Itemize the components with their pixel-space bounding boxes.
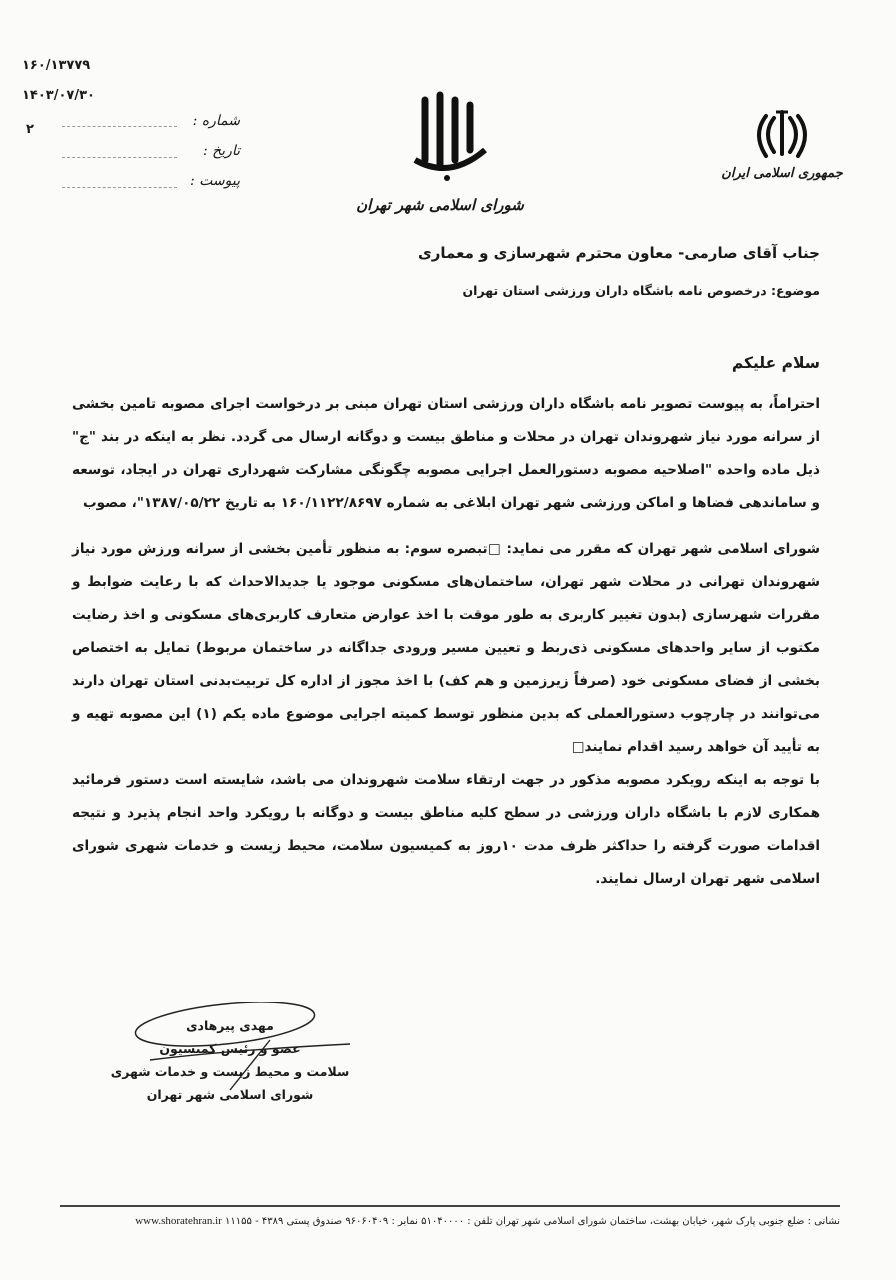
attachment-label: پیوست :	[190, 173, 240, 189]
body-paragraph	[72, 388, 820, 520]
body-line: با توجه به اینکه رویکرد مصوبه مذکور در جهت ارتقاء سلامت شهروندان می باشد، شایسته است دستور فرمائید	[72, 772, 820, 788]
letter-body	[72, 388, 820, 1106]
signatory-title: عضو و رئیس کمیسیون	[159, 1041, 301, 1056]
body-line: بخشی از فضای مسکونی خود (صرفاً زیرزمین و هم کف) با اخذ مجوز از اداره کل تربیت‌بدنی استان تهران دارند	[72, 673, 820, 689]
date-dotted-line	[62, 157, 177, 158]
body-line: مکتوب از سایر واحدهای مسکونی ذی‌ربط و تعیین مسیر ورودی جداگانه در ساختمان مربوط) تمایل به اختصاص	[72, 640, 820, 656]
signatory-title: سلامت و محیط زیست و خدمات شهری	[110, 1064, 350, 1079]
footer-contact	[60, 1214, 840, 1229]
body-line: ماده واحده "اصلاحیه مصوبه دستورالعمل اجرایی مصوبه چگونگی مشارکت شهرداری تهران در ایجاد، توسعه و	[72, 462, 820, 511]
letter-date-handwritten: ۱۴۰۳/۰۷/۳۰	[22, 88, 95, 103]
body-line: تأیید آن خواهد رسید اقدام نمایند□	[571, 739, 802, 755]
body-line: می‌توانند در چارچوب دستورالعملی که بدین منظور توسط کمیته اجرایی موضوع ماده یکم (۱) این مصوبه تهیه و به	[72, 706, 820, 755]
number-label: شماره :	[192, 113, 240, 129]
letter-number-handwritten: ۱۶۰/۱۳۷۷۹	[22, 58, 91, 73]
footer-website: www.shoratehran.ir	[135, 1215, 222, 1227]
subject-line: موضوع: درخصوص نامه باشگاه داران ورزشی استان تهران	[462, 283, 820, 298]
recipient-line: جناب آقای صارمی- معاون محترم شهرسازی و معماری	[418, 244, 820, 262]
iran-emblem-icon	[752, 108, 812, 160]
body-line: شورای اسلامی شهر تهران که مقرر می نماید: □تبصره سوم: به منظور تأمین بخشی از سرانه ورزش مورد نیاز	[72, 541, 820, 557]
council-logo-caption: شورای اسلامی شهر تهران	[356, 196, 524, 214]
number-dotted-line	[62, 126, 177, 127]
body-line: شهروندان تهرانی در محلات شهر تهران، ساختمان‌های مسکونی موجود یا جدیدالاحداث که با رعایت ضوابط و	[72, 574, 820, 590]
republic-emblem-caption: جمهوری اسلامی ایران	[721, 166, 843, 181]
date-label: تاریخ :	[202, 143, 240, 159]
signatory-title: شورای اسلامی شهر تهران	[146, 1087, 314, 1102]
footer-address: نشانی : ضلع جنوبی پارک شهر، خیابان بهشت، ساختمان شورای اسلامی شهر تهران تلفن : ۵۱۰۴۰۰۰۰ نمابر : ۹۶۰۶۰۴۰۹ صندوق پستی ۴۳۸۹ - ۱۱۱۵۵	[225, 1216, 840, 1227]
body-paragraph	[72, 764, 820, 896]
signatory-name: مهدی پیرهادی	[186, 1018, 274, 1033]
signature-block	[110, 1014, 350, 1106]
city-council-logo-icon	[395, 90, 505, 185]
greeting: سلام علیکم	[731, 354, 820, 372]
attachment-dotted-line	[62, 187, 177, 188]
letter-attachment-handwritten: ۲	[26, 122, 34, 137]
body-line: اسلامی شهر تهران ارسال نمایند.	[595, 871, 820, 887]
body-line: ساماندهی فضاها و اماکن ورزشی شهر تهران ابلاغی به شماره ۱۶۰/۱۱۲۲/۸۶۹۷ به تاریخ ۱۳۸۷/۰۵/۲۲"، مصوب	[82, 495, 807, 511]
body-line: سرانه مورد نیاز شهروندان تهران در محلات و مناطق بیست و دوگانه ارسال می گردد. نظر به اینکه در بند "ج" ذیل	[72, 429, 820, 478]
body-line: احتراماً، به پیوست تصویر نامه باشگاه داران ورزشی استان تهران مبنی بر درخواست اجرای مصوبه تامین بخشی از	[72, 396, 820, 445]
body-line: مقررات شهرسازی (بدون تغییر کاربری به طور موقت با اخذ عوارض متعارف کاربری‌های مسکونی و اخذ رضایت	[72, 607, 820, 623]
footer-divider	[60, 1205, 840, 1207]
body-line: اقدامات صورت گرفته را حداکثر ظرف مدت ۱۰روز به کمیسیون سلامت، محیط زیست و خدمات شهری شورای	[72, 838, 820, 854]
body-line: همکاری لازم با باشگاه داران ورزشی در سطح کلیه مناطق بیست و دوگانه با رویکرد واحد انجام پذیرد و نتیجه	[72, 805, 820, 821]
body-paragraph	[72, 533, 820, 764]
